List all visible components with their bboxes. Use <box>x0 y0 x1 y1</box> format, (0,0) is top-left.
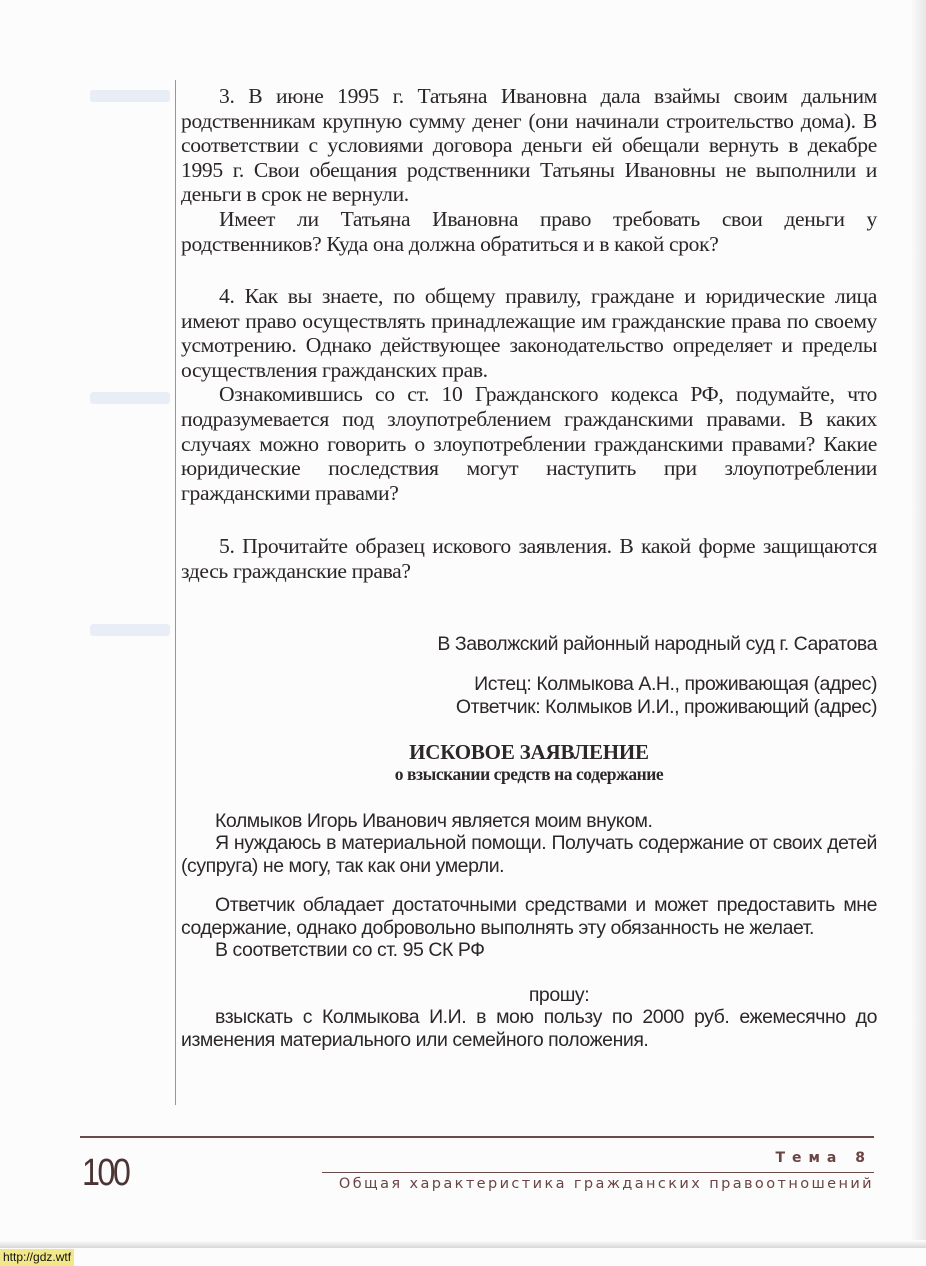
claim-subtitle: о взыскании средств на содержание <box>394 764 664 784</box>
show-through-mark <box>90 90 170 102</box>
claim-request-label: прошу: <box>528 983 590 1006</box>
claim-paragraph: Ответчик обладает достаточными средствами и может предоставить мне содержание, однако добровольно выполнять эту обязанность не желает. <box>181 894 877 939</box>
watermark-link[interactable]: http://gdz.wtf <box>0 1249 74 1266</box>
claim-title: ИСКОВОЕ ЗАЯВЛЕНИЕ <box>409 739 649 764</box>
task-4-text: 4. Как вы знаете, по общему правилу, граждане и юридические лица имеют право осуществлять принадлежащие им гражданские права по своему усмотрению. Однако действующее законодательство определяет и пределы осуществления гражданских прав. <box>181 284 877 382</box>
task-4 <box>181 284 877 505</box>
task-5 <box>181 534 877 583</box>
claim-paragraph: Колмыков Игорь Иванович является моим внуком. <box>215 809 653 832</box>
task-5-text: 5. Прочитайте образец искового заявления. В какой форме защищаются здесь гражданские права? <box>181 534 877 583</box>
show-through-mark <box>90 392 170 404</box>
claim-paragraph: В соответствии со ст. 95 СК РФ <box>215 939 485 961</box>
task-3-text: 3. В июне 1995 г. Татьяна Ивановна дала взаймы своим дальним родственникам крупную сумму денег (они начинали строительство дома). В соответствии с условиями договора деньги ей обещали вернуть в декабре 1995 г. Свои обещания родственники Татьяны Ивановны не выполнили и деньги в срок не вернули. <box>181 84 877 207</box>
footer-rule <box>80 1136 874 1138</box>
theme-rule <box>322 1172 874 1173</box>
task-3-question: Имеет ли Татьяна Ивановна право требовать свои деньги у родственников? Куда она должна обратиться и в какой срок? <box>181 206 877 256</box>
show-through-mark <box>90 624 170 636</box>
page-bottom-shadow <box>0 1240 926 1248</box>
page-edge-shadow <box>912 0 926 1248</box>
claim-paragraph: Я нуждаюсь в материальной помощи. Получать содержание от своих детей (супруга) не могу, так как они умерли. <box>181 832 877 877</box>
theme-label: Тема 8 <box>775 1150 872 1166</box>
task-3 <box>181 84 877 256</box>
claim-request: взыскать с Колмыкова И.И. в мою пользу по 2000 руб. ежемесячно до изменения материального или семейного положения. <box>181 1006 877 1051</box>
margin-rule <box>175 80 176 1105</box>
claim-plaintiff: Истец: Колмыкова А.Н., проживающая (адрес) <box>474 672 877 695</box>
claim-defendant: Ответчик: Колмыков И.И., проживающий (адрес) <box>455 696 877 718</box>
claim-document <box>181 633 877 1051</box>
theme-title: Общая характеристика гражданских правоотношений <box>338 1176 874 1192</box>
task-4-question: Ознакомившись со ст. 10 Гражданского кодекса РФ, подумайте, что подразумевается под злоупотреблением гражданскими правами. В каких случаях можно говорить о злоупотреблении гражданскими правами? Какие юридические последствия могут наступить при злоупотреблении гражданскими правами? <box>181 382 877 505</box>
claim-court: В Заволжский районный народный суд г. Саратова <box>437 633 877 655</box>
page-number: 100 <box>82 1152 129 1194</box>
